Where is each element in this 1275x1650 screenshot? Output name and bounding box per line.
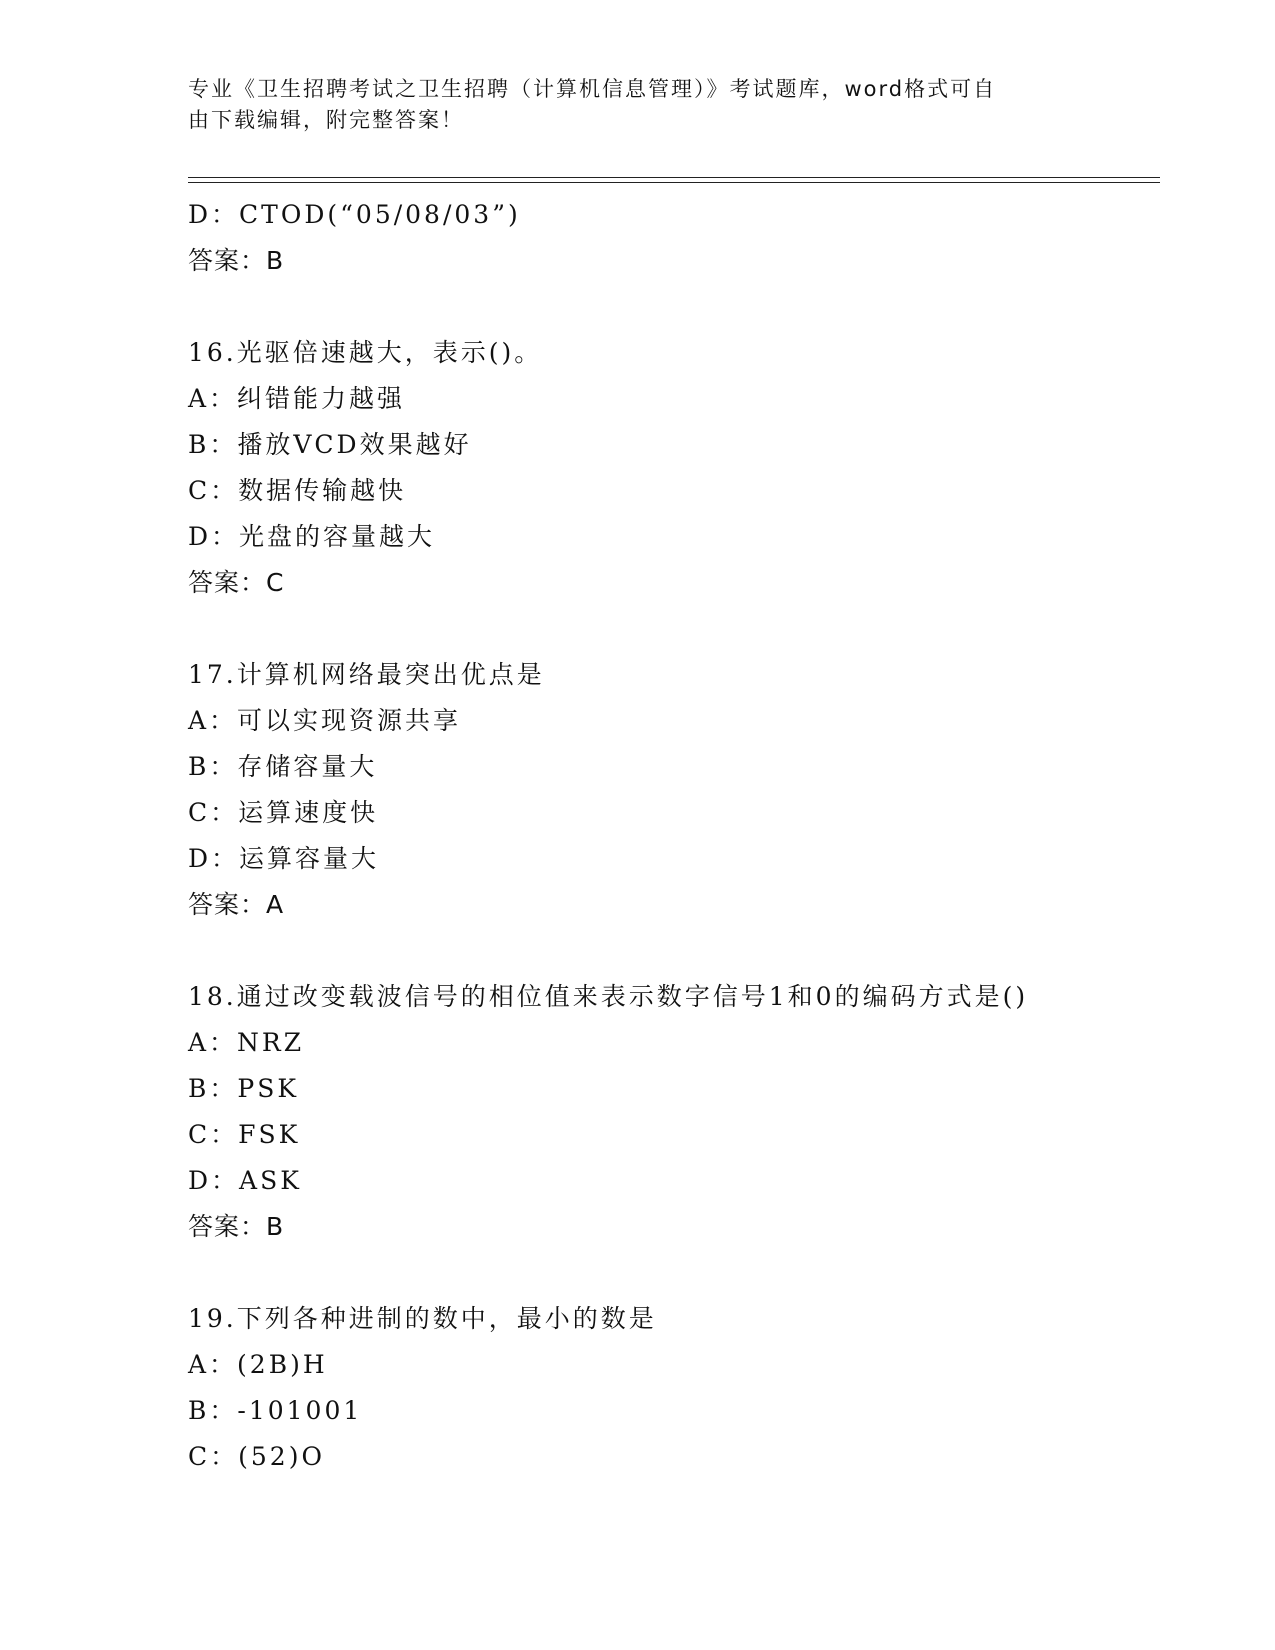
option-c: C：运算速度快 [188, 798, 379, 827]
question-stem: 19.下列各种进制的数中，最小的数是 [188, 1304, 657, 1333]
question-stem: 17.计算机网络最突出优点是 [188, 660, 545, 689]
document-header [188, 74, 1068, 136]
option-b: B：存储容量大 [188, 752, 378, 781]
question-16 [188, 330, 1188, 606]
question-stem: 18.通过改变载波信号的相位值来表示数字信号1和0的编码方式是() [188, 982, 1029, 1011]
option-d: D：运算容量大 [188, 844, 380, 873]
option-b: B：PSK [188, 1074, 299, 1103]
option-a: A：纠错能力越强 [188, 384, 406, 413]
header-divider-top [188, 177, 1160, 178]
option-d: D：ASK [188, 1166, 302, 1195]
header-divider-bottom [188, 182, 1160, 183]
option-b: B：播放VCD效果越好 [188, 430, 472, 459]
spacer [188, 606, 1188, 652]
question-17 [188, 652, 1188, 928]
option-c: C：(52)O [188, 1442, 325, 1471]
question-answer: 答案：B [188, 1212, 285, 1241]
carryover-answer: 答案：B [188, 246, 285, 275]
question-stem: 16.光驱倍速越大，表示()。 [188, 338, 543, 367]
option-c: C：FSK [188, 1120, 301, 1149]
header-line-2: 由下载编辑，附完整答案！ [188, 108, 464, 132]
option-c: C：数据传输越快 [188, 476, 407, 505]
carryover-option-d: D：CTOD(“05/08/03”) [188, 200, 521, 229]
option-d: D：光盘的容量越大 [188, 522, 436, 551]
question-list [188, 192, 1188, 1480]
spacer [188, 928, 1188, 974]
option-a: A：NRZ [188, 1028, 305, 1057]
header-line-1: 专业《卫生招聘考试之卫生招聘（计算机信息管理）》考试题库，word格式可自 [188, 77, 997, 101]
option-a: A：可以实现资源共享 [188, 706, 462, 735]
spacer [188, 284, 1188, 330]
spacer [188, 1250, 1188, 1296]
question-answer: 答案：C [188, 568, 285, 597]
option-b: B：-101001 [188, 1396, 363, 1425]
question-19 [188, 1296, 1188, 1480]
question-answer: 答案：A [188, 890, 285, 919]
question-18 [188, 974, 1188, 1250]
option-a: A：(2B)H [188, 1350, 328, 1379]
